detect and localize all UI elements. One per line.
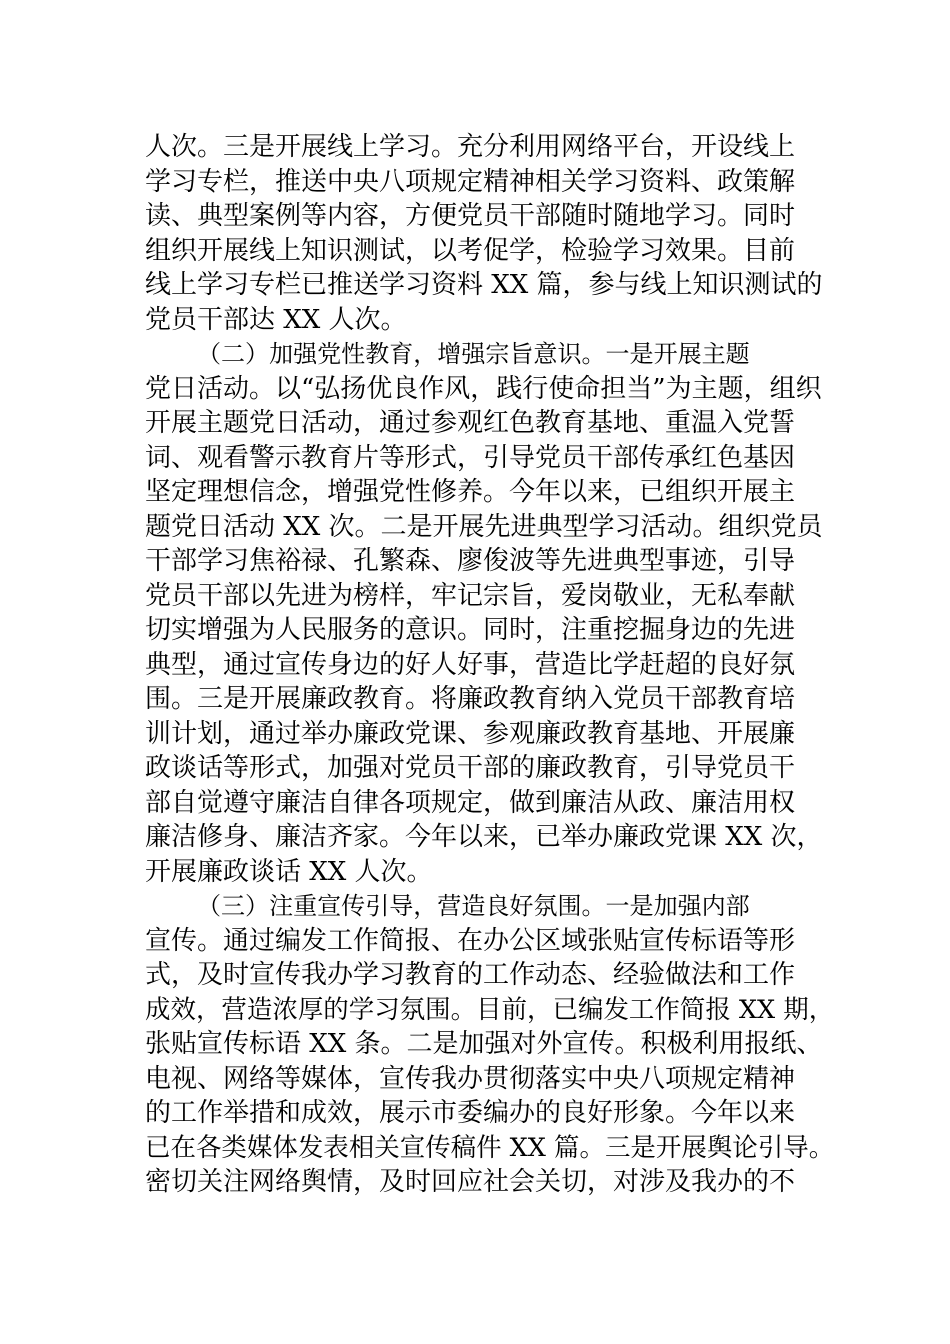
text-line: 式，及时宣传我办学习教育的工作动态、经验做法和工作 xyxy=(145,960,796,990)
text-line: 典型，通过宣传身边的好人好事，营造比学赶超的良好氛 xyxy=(145,649,796,680)
text-line: 党员干部以先进为榜样，牢记宗旨，爱岗敬业，无私奉献 xyxy=(145,580,796,611)
text-line: 成效，营造浓厚的学习氛围。目前，已编发工作简报 XX 期， xyxy=(145,994,835,1025)
text-line: 党员干部达 XX 人次。 xyxy=(145,304,407,335)
paragraph xyxy=(145,130,835,337)
text-line: （二）加强党性教育，增强宗旨意识。一是开展主题 xyxy=(197,340,750,368)
text-line: 切实增强为人民服务的意识。同时，注重挖掘身边的先进 xyxy=(145,615,796,645)
text-line: 部自觉遵守廉洁自律各项规定，做到廉洁从政、廉洁用权 xyxy=(145,787,796,818)
text-line: 词、观看警示教育片等形式，引导党员干部传承红色基因 xyxy=(145,442,796,473)
text-line: 政谈话等形式，加强对党员干部的廉政教育，引导党员干 xyxy=(145,753,796,783)
text-line: 张贴宣传标语 XX 条。二是加强对外宣传。积极利用报纸、 xyxy=(145,1029,823,1059)
text-line: （三）注重宣传引导，营造良好氛围。一是加强内部 xyxy=(197,892,750,920)
text-line: 组织开展线上知识测试，以考促学，检验学习效果。目前 xyxy=(145,235,796,266)
text-line: 党日活动。以“弘扬优良作风，践行使命担当”为主题，组织 xyxy=(145,373,822,404)
document-body xyxy=(145,130,835,1200)
text-line: 电视、网络等媒体，宣传我办贯彻落实中央八项规定精神 xyxy=(145,1063,796,1094)
text-line: 题党日活动 XX 次。二是开展先进典型学习活动。组织党员 xyxy=(145,511,823,542)
text-line: 学习专栏，推送中央八项规定精神相关学习资料、政策解 xyxy=(145,166,796,197)
text-line: 训计划，通过举办廉政党课、参观廉政教育基地、开展廉 xyxy=(145,718,796,749)
text-line: 坚定理想信念，增强党性修养。今年以来，已组织开展主 xyxy=(145,477,796,507)
text-line: 开展主题党日活动，通过参观红色教育基地、重温入党誓 xyxy=(145,408,796,438)
text-line: 干部学习焦裕禄、孔繁森、廖俊波等先进典型事迹，引导 xyxy=(145,546,796,576)
text-line: 密切关注网络舆情，及时回应社会关切，对涉及我办的不 xyxy=(145,1167,796,1197)
paragraph xyxy=(145,889,835,1200)
text-line: 宣传。通过编发工作简报、在办公区域张贴宣传标语等形 xyxy=(145,925,796,956)
text-line: 开展廉政谈话 XX 人次。 xyxy=(145,856,433,887)
text-line: 人次。三是开展线上学习。充分利用网络平台，开设线上 xyxy=(145,132,796,162)
text-line: 廉洁修身、廉洁齐家。今年以来，已举办廉政党课 XX 次， xyxy=(145,822,823,852)
text-line: 围。三是开展廉政教育。将廉政教育纳入党员干部教育培 xyxy=(145,684,796,714)
text-line: 读、典型案例等内容，方便党员干部随时随地学习。同时 xyxy=(145,201,796,231)
text-line: 的工作举措和成效，展示市委编办的良好形象。今年以来 xyxy=(145,1098,796,1128)
text-line: 线上学习专栏已推送学习资料 XX 篇，参与线上知识测试的 xyxy=(145,270,823,300)
text-line: 已在各类媒体发表相关宣传稿件 XX 篇。三是开展舆论引导。 xyxy=(145,1132,835,1163)
paragraph xyxy=(145,337,835,889)
